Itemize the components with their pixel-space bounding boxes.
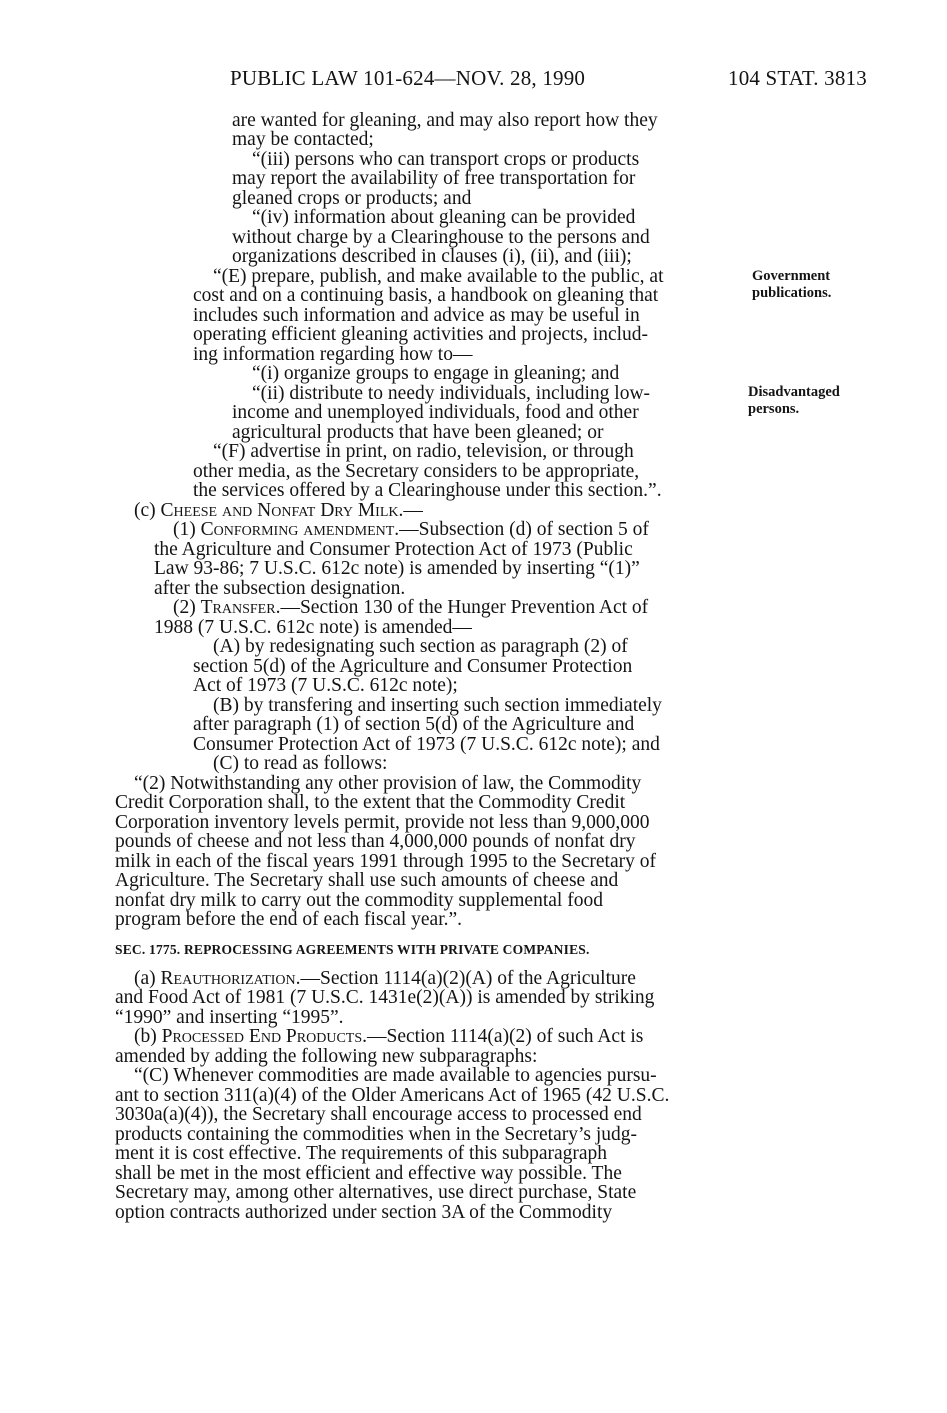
text-line: are wanted for gleaning, and may also report how they [232,110,658,131]
margin-note-government: Government publications. [752,268,832,301]
text-line: organizations described in clauses (i), (ii), and (iii); [232,246,632,267]
text-line: “(i) organize groups to engage in gleaning; and [252,363,620,384]
subsection-heading: (c) Cheese and Nonfat Dry Milk.— [134,500,423,521]
text-line: after paragraph (1) of section 5(d) of the Agriculture and [193,714,635,735]
text-line: other media, as the Secretary considers to be appropriate, [193,461,640,482]
text-line: Secretary may, among other alternatives, use direct purchase, State [115,1182,637,1203]
page-number: 104 STAT. 3813 [728,66,867,90]
text-line: “(E) prepare, publish, and make available to the public, at [213,266,664,287]
text-line: “(iii) persons who can transport crops or products [252,149,640,170]
text-line: agricultural products that have been gleaned; or [232,422,604,443]
text-line: after the subsection designation. [154,578,406,599]
text-line: Consumer Protection Act of 1973 (7 U.S.C. 612c note); and [193,734,660,755]
text-line: the Agriculture and Consumer Protection Act of 1973 (Public [154,539,633,560]
text-line: nonfat dry milk to carry out the commodity supplemental food [115,890,603,911]
text-line: “(ii) distribute to needy individuals, including low- [252,383,651,404]
text-line: (B) by transfering and inserting such section immediately [213,695,662,716]
text-line: ing information regarding how to— [193,344,473,365]
text-line: Act of 1973 (7 U.S.C. 612c note); [193,675,458,696]
text-line: the services offered by a Clearinghouse under this section.”. [193,480,662,501]
text-line: includes such information and advice as may be useful in [193,305,640,326]
running-head: PUBLIC LAW 101-624—NOV. 28, 1990 [230,66,586,90]
text-line: 3030a(a)(4)), the Secretary shall encourage access to processed end [115,1104,642,1125]
text-line: “(iv) information about gleaning can be provided [252,207,636,228]
text-line: section 5(d) of the Agriculture and Consumer Protection [193,656,633,677]
text-line: “(C) Whenever commodities are made available to agencies pursu- [134,1065,657,1086]
text-line: may report the availability of free transportation for [232,168,636,189]
paragraph-heading: (2) Transfer.—Section 130 of the Hunger Prevention Act of [173,597,649,618]
text-line: amended by adding the following new subparagraphs: [115,1046,538,1067]
text-line: ant to section 311(a)(4) of the Older Americans Act of 1965 (42 U.S.C. [115,1085,670,1106]
text-line: program before the end of each fiscal year.”. [115,909,463,930]
text-line: “(2) Notwithstanding any other provision of law, the Commodity [134,773,642,794]
text-line: income and unemployed individuals, food and other [232,402,639,423]
text-line: (A) by redesignating such section as paragraph (2) of [213,636,628,657]
text-line: Law 93-86; 7 U.S.C. 612c note) is amended by inserting “(1)” [154,558,640,579]
text-line: 1988 (7 U.S.C. 612c note) is amended— [154,617,472,638]
paragraph-heading: (1) Conforming amendment.—Subsection (d) of section 5 of [173,519,649,540]
text-line: Corporation inventory levels permit, provide not less than 9,000,000 [115,812,650,833]
text-line: Agriculture. The Secretary shall use such amounts of cheese and [115,870,619,891]
text-line: products containing the commodities when in the Secretary’s judg- [115,1124,638,1145]
text-line: shall be met in the most efficient and effective way possible. The [115,1163,622,1184]
text-line: ment it is cost effective. The requirements of this subparagraph [115,1143,608,1164]
section-heading: SEC. 1775. REPROCESSING AGREEMENTS WITH PRIVATE COMPANIES. [115,942,590,957]
text-line: gleaned crops or products; and [232,188,472,209]
text-line: pounds of cheese and not less than 4,000,000 pounds of nonfat dry [115,831,636,852]
text-line: and Food Act of 1981 (7 U.S.C. 1431e(2)(A)) is amended by striking [115,987,655,1008]
subsection-heading: (b) Processed End Products.—Section 1114(a)(2) of such Act is [134,1026,644,1047]
margin-note-disadvantaged: Disadvantaged persons. [748,384,840,417]
text-line: (C) to read as follows: [213,753,388,774]
text-line: “1990” and inserting “1995”. [115,1007,344,1028]
text-line: without charge by a Clearinghouse to the persons and [232,227,650,248]
text-line: Credit Corporation shall, to the extent that the Commodity Credit [115,792,626,813]
text-line: may be contacted; [232,129,374,150]
text-line: milk in each of the fiscal years 1991 through 1995 to the Secretary of [115,851,656,872]
text-line: operating efficient gleaning activities and projects, includ- [193,324,649,345]
text-line: “(F) advertise in print, on radio, television, or through [213,441,634,462]
text-line: option contracts authorized under section 3A of the Commodity [115,1202,613,1223]
subsection-heading: (a) Reauthorization.—Section 1114(a)(2)(A) of the Agriculture [134,968,636,989]
text-line: cost and on a continuing basis, a handbook on gleaning that [193,285,659,306]
